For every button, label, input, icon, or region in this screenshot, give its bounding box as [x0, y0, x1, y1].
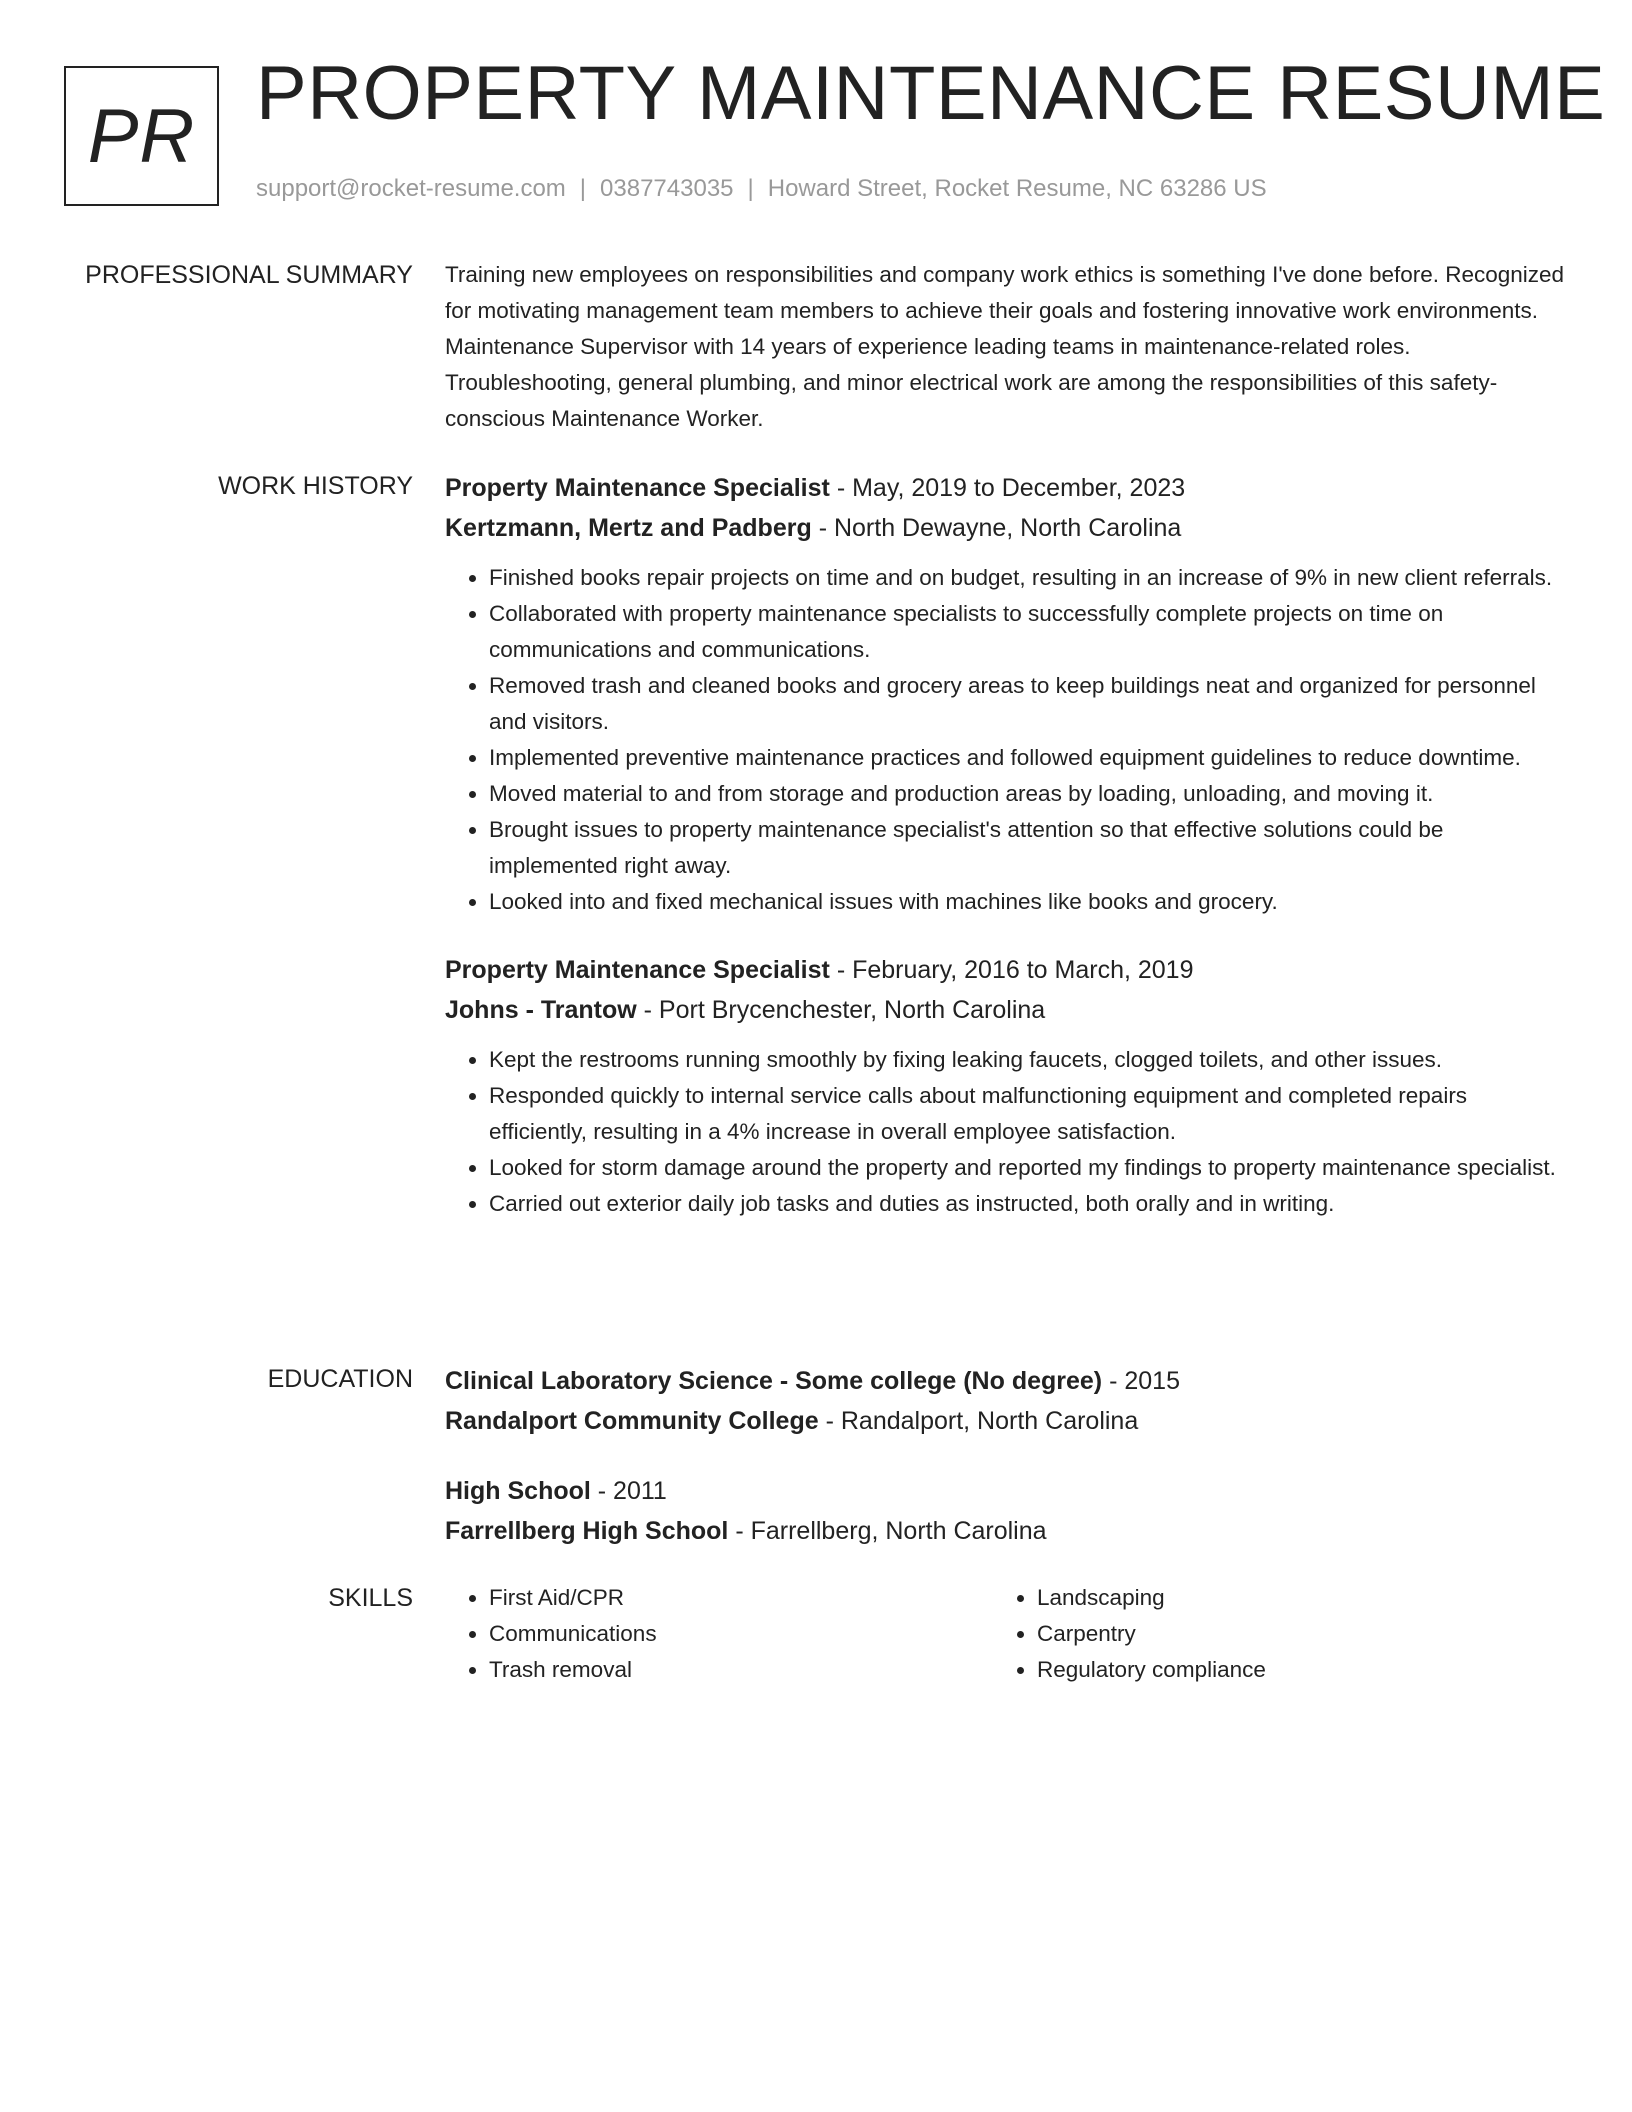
- education-degree: Clinical Laboratory Science - Some college (No degree): [445, 1367, 1103, 1395]
- job-bullet: • Finished books repair projects on time and on budget, resulting in an increase of 9% in new client referrals.: [489, 560, 1565, 596]
- work-history-body: [445, 468, 1565, 1222]
- education-school-line: [445, 1511, 1565, 1551]
- job-company-line: [445, 990, 1565, 1030]
- job-bullet: • Responded quickly to internal service calls about malfunctioning equipment and completed repairs efficiently, resulting in a 4% increase in overall employee satisfaction.: [489, 1078, 1565, 1150]
- job-title: Property Maintenance Specialist: [445, 474, 830, 502]
- skill-item: • Carpentry: [1037, 1616, 1541, 1652]
- education-degree-line: [445, 1361, 1565, 1401]
- job-bullets: [445, 1042, 1565, 1222]
- job-bullet: • Collaborated with property maintenance specialists to successfully complete projects on time on communications and communications.: [489, 596, 1565, 668]
- job-bullet: • Moved material to and from storage and production areas by loading, unloading, and moving it.: [489, 776, 1565, 812]
- skills-list: [993, 1580, 1541, 1688]
- job-dates: - February, 2016 to March, 2019: [836, 956, 1194, 984]
- job-bullet: • Kept the restrooms running smoothly by fixing leaking faucets, clogged toilets, and other issues.: [489, 1042, 1565, 1078]
- job-bullet: • Looked for storm damage around the property and reported my findings to property maintenance specialist.: [489, 1150, 1565, 1186]
- job-title-line: [445, 468, 1565, 508]
- contact-line: [256, 175, 1267, 203]
- education-degree-line: [445, 1471, 1565, 1511]
- job-company: Johns - Trantow: [445, 996, 637, 1024]
- education-degree: High School: [445, 1477, 591, 1505]
- education-location: - Randalport, North Carolina: [825, 1407, 1139, 1435]
- skill-item: • Landscaping: [1037, 1580, 1541, 1616]
- job-company: Kertzmann, Mertz and Padberg: [445, 514, 812, 542]
- job-location: - Port Brycenchester, North Carolina: [643, 996, 1046, 1024]
- job-bullet: • Looked into and fixed mechanical issues with machines like books and grocery.: [489, 884, 1565, 920]
- job-title: Property Maintenance Specialist: [445, 956, 830, 984]
- job-entry: [445, 950, 1565, 1222]
- job-location: - North Dewayne, North Carolina: [818, 514, 1182, 542]
- education-school: Farrellberg High School: [445, 1517, 729, 1545]
- monogram-box: [64, 66, 219, 206]
- skills-list: [445, 1580, 993, 1688]
- job-entry: [445, 468, 1565, 920]
- skill-item: • Trash removal: [489, 1652, 993, 1688]
- contact-address: Howard Street, Rocket Resume, NC 63286 US: [767, 175, 1267, 202]
- job-bullets: [445, 560, 1565, 920]
- section-label-work-history: WORK HISTORY: [218, 472, 413, 500]
- section-label-education: EDUCATION: [267, 1365, 413, 1393]
- contact-separator: |: [579, 175, 587, 202]
- skill-item: • First Aid/CPR: [489, 1580, 993, 1616]
- contact-separator: |: [747, 175, 754, 202]
- skills-column-left: [445, 1580, 993, 1688]
- contact-phone: 0387743035: [600, 175, 734, 202]
- skills-columns: [445, 1580, 1565, 1688]
- education-year: - 2011: [597, 1477, 667, 1505]
- summary-body: [445, 257, 1565, 437]
- education-school: Randalport Community College: [445, 1407, 819, 1435]
- job-dates: - May, 2019 to December, 2023: [836, 474, 1186, 502]
- education-school-line: [445, 1401, 1565, 1441]
- job-bullet: • Implemented preventive maintenance practices and followed equipment guidelines to reduce downtime.: [489, 740, 1565, 776]
- education-location: - Farrellberg, North Carolina: [735, 1517, 1047, 1545]
- skills-column-right: [993, 1580, 1541, 1688]
- section-label-summary: PROFESSIONAL SUMMARY: [85, 261, 413, 289]
- skill-item: • Communications: [489, 1616, 993, 1652]
- job-bullet: • Brought issues to property maintenance specialist's attention so that effective solutions could be implemented right away.: [489, 812, 1565, 884]
- summary-text: Training new employees on responsibilities and company work ethics is something I've done before. Recognized for motivating management team members to achieve their goals and fostering innovative work environments. Maintenance Supervisor with 14 years of experience leading teams in maintenance-related roles. Troubleshooting, general plumbing, and minor electrical work are among the responsibilities of this safety-conscious Maintenance Worker.: [445, 262, 1565, 431]
- monogram-initials: PR: [87, 93, 196, 179]
- job-bullet: • Removed trash and cleaned books and grocery areas to keep buildings neat and organized for personnel and visitors.: [489, 668, 1565, 740]
- job-title-line: [445, 950, 1565, 990]
- job-bullet: • Carried out exterior daily job tasks and duties as instructed, both orally and in writing.: [489, 1186, 1565, 1222]
- education-body: [445, 1361, 1565, 1551]
- education-year: - 2015: [1109, 1367, 1180, 1395]
- skills-body: [445, 1580, 1565, 1688]
- education-entry: [445, 1471, 1565, 1551]
- skill-item: • Regulatory compliance: [1037, 1652, 1541, 1688]
- resume-title: PROPERTY MAINTENANCE RESUME: [256, 51, 1606, 136]
- contact-email: support@rocket-resume.com: [256, 175, 566, 202]
- section-label-skills: SKILLS: [328, 1584, 413, 1612]
- job-company-line: [445, 508, 1565, 548]
- education-entry: [445, 1361, 1565, 1441]
